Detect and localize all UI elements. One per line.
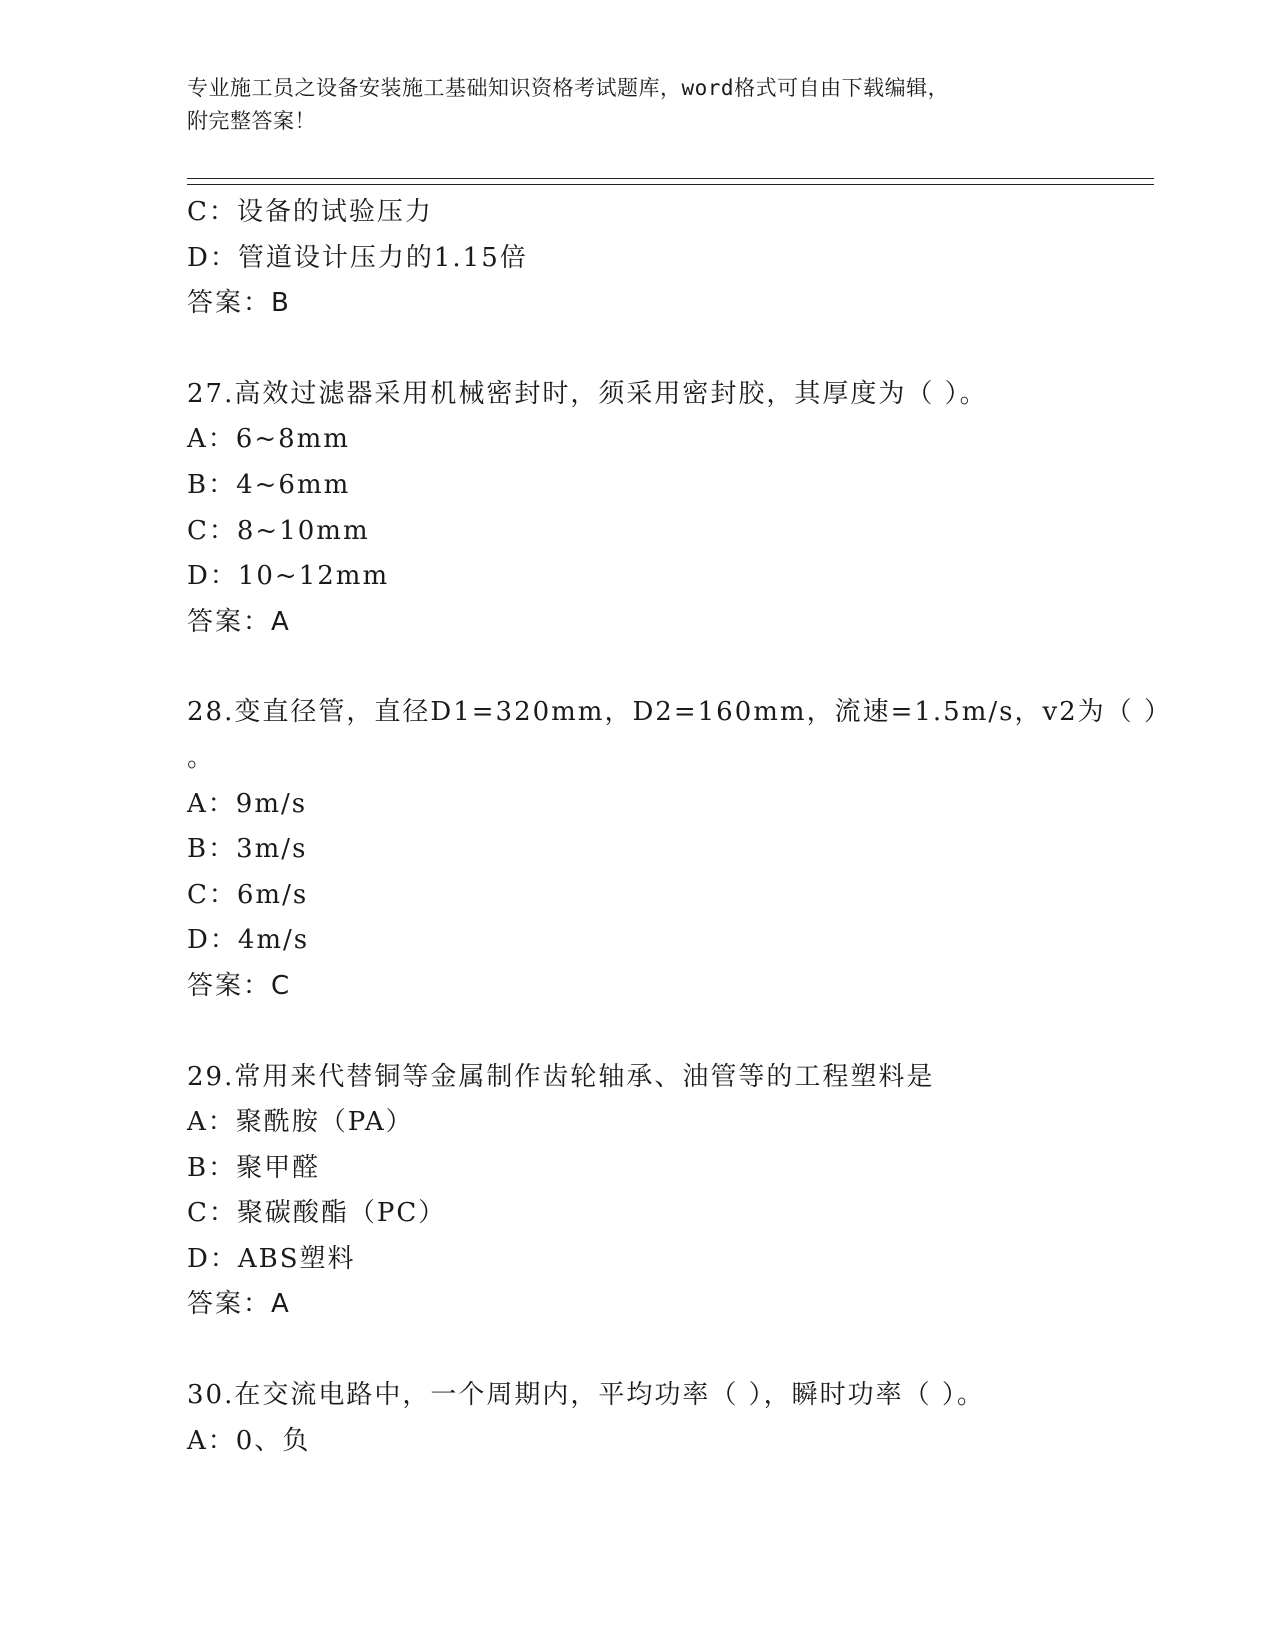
question-stem: 29.常用来代替铜等金属制作齿轮轴承、油管等的工程塑料是	[187, 1061, 935, 1092]
option-d: D：4m/s	[187, 925, 310, 956]
question-stem: 27.高效过滤器采用机械密封时，须采用密封胶，其厚度为（ ）。	[187, 378, 988, 409]
option-c: C：6m/s	[187, 879, 309, 910]
question-27	[187, 372, 1147, 646]
question-30	[187, 1373, 1147, 1464]
option-c: C：设备的试验压力	[187, 197, 433, 227]
question-29	[187, 1055, 1147, 1329]
question-28	[187, 690, 1172, 1009]
header-title-line2: 附完整答案！	[187, 109, 316, 133]
question-list	[187, 190, 1172, 1464]
answer: 答案：A	[187, 1289, 291, 1320]
question-stem: 28.变直径管，直径D1=320mm，D2=160mm，流速=1.5m/s，v2为（ ）	[187, 697, 1172, 728]
spacer	[187, 327, 1147, 372]
answer: 答案：A	[187, 606, 291, 637]
spacer	[187, 1328, 1147, 1373]
option-c: C：聚碳酸酯（PC）	[187, 1198, 447, 1229]
option-a: A：6~8mm	[187, 424, 350, 455]
spacer	[187, 1010, 1147, 1055]
document-header	[187, 72, 1087, 138]
question-stem: 30.在交流电路中，一个周期内，平均功率（ ），瞬时功率（ ）。	[187, 1380, 985, 1411]
answer: 答案：B	[187, 288, 291, 319]
option-d: D：10~12mm	[187, 561, 390, 592]
option-a: A：9m/s	[187, 788, 308, 819]
option-d: D：ABS塑料	[187, 1243, 356, 1274]
option-b: B：4~6mm	[187, 469, 351, 500]
option-b: B：聚甲醛	[187, 1152, 321, 1183]
option-c: C：8~10mm	[187, 515, 370, 546]
header-title-line1: 专业施工员之设备安装施工基础知识资格考试题库，word格式可自由下载编辑，	[187, 76, 950, 100]
question-stem-continuation: 。	[187, 742, 214, 773]
spacer	[187, 645, 1147, 690]
question-26-tail	[187, 190, 1147, 327]
option-d: D：管道设计压力的1.15倍	[187, 242, 528, 273]
option-a: A：聚酰胺（PA）	[187, 1107, 414, 1138]
option-a: A：0、负	[187, 1425, 311, 1456]
option-b: B：3m/s	[187, 834, 308, 865]
answer: 答案：C	[187, 970, 292, 1001]
header-divider-top	[187, 178, 1154, 179]
header-divider-bottom	[187, 184, 1154, 185]
